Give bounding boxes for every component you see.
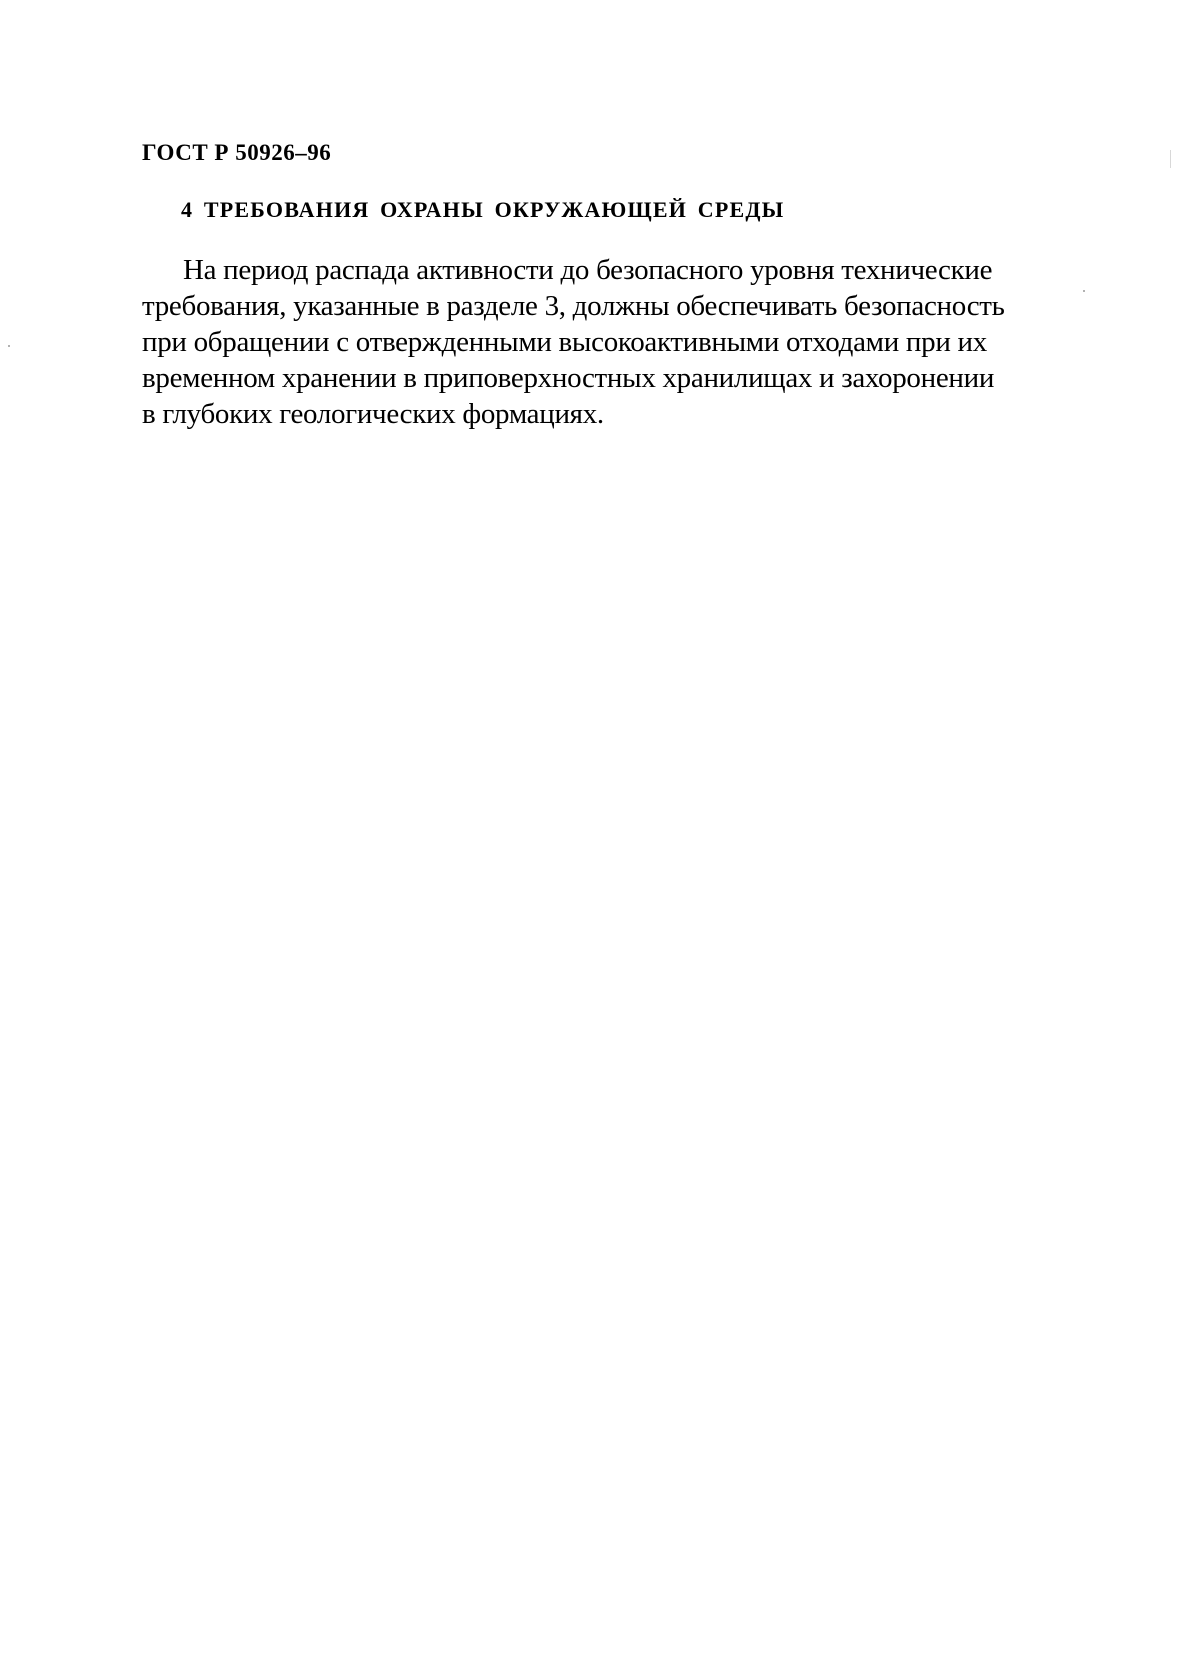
section-paragraph: [142, 252, 1076, 432]
paragraph-line: требования, указанные в разделе 3, должны обеспечивать безопасность: [142, 290, 1005, 322]
scan-speck: [1170, 150, 1171, 168]
scan-speck: [8, 345, 10, 347]
paragraph-line: временном хранении в приповерхностных хранилищах и захоронении: [142, 362, 995, 394]
paragraph-line: в глубоких геологических формациях.: [142, 398, 604, 430]
paragraph-line: при обращении с отвержденными высокоактивными отходами при их: [142, 326, 987, 358]
scan-speck: [1083, 290, 1085, 292]
paragraph-line: На период распада активности до безопасного уровня технические: [183, 254, 993, 286]
section-heading: 4 ТРЕБОВАНИЯ ОХРАНЫ ОКРУЖАЮЩЕЙ СРЕДЫ: [181, 197, 785, 222]
document-code: ГОСТ Р 50926–96: [142, 140, 332, 165]
